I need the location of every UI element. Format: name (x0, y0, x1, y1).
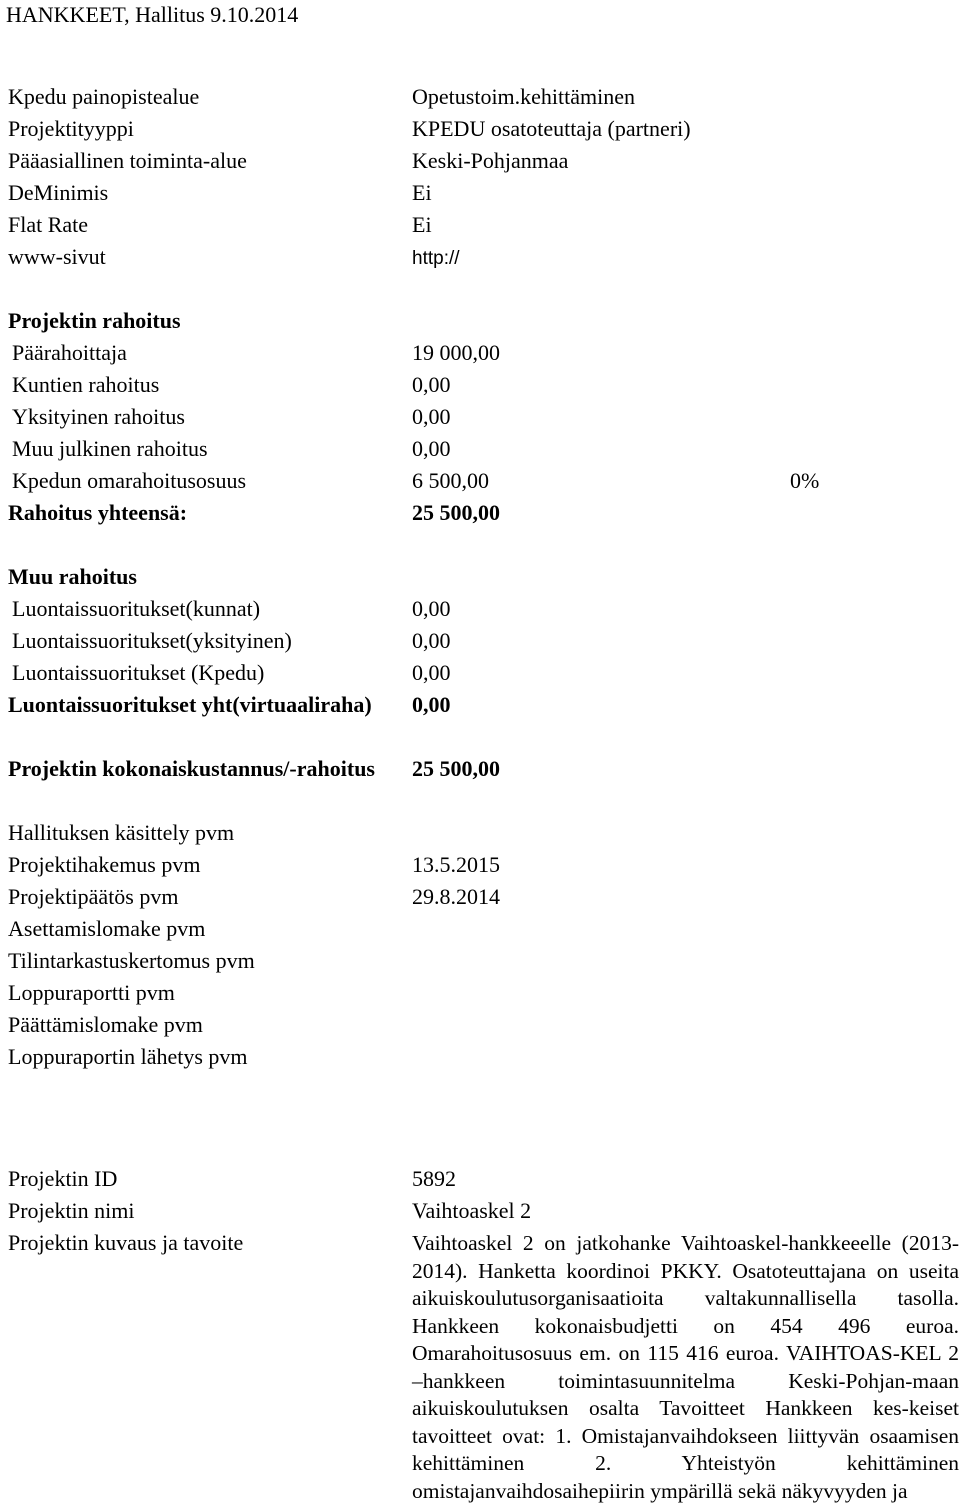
info-value-toiminta-alue: Keski-Pohjanmaa (412, 148, 569, 173)
muu-label-yksityinen: Luontaissuoritukset(yksityinen) (12, 628, 292, 653)
muu-label-kpedu: Luontaissuoritukset (Kpedu) (12, 660, 265, 685)
info-label-flat-rate: Flat Rate (8, 212, 89, 237)
kokonais-label: Projektin kokonaiskustannus/-rahoitus (8, 756, 375, 781)
rahoitus-value-omarahoitus: 6 500,00 (412, 468, 489, 493)
muu-value-kpedu: 0,00 (412, 660, 451, 685)
info-label-painopistealue: Kpedu painopistealue (8, 84, 200, 109)
info-value-www-sivut: http:// (412, 248, 460, 269)
info-label-toiminta-alue: Pääasiallinen toiminta-alue (8, 148, 247, 173)
rahoitus-label-muu-julkinen: Muu julkinen rahoitus (12, 436, 208, 461)
date-label-asettamislomake: Asettamislomake pvm (8, 916, 206, 941)
info-label-deminimis: DeMinimis (8, 180, 109, 205)
date-label-loppuraportti: Loppuraportti pvm (8, 980, 175, 1005)
info-label-www-sivut: www-sivut (8, 244, 106, 269)
info-value-painopistealue: Opetustoim.kehittäminen (412, 84, 636, 109)
document-title: HANKKEET, Hallitus 9.10.2014 (6, 2, 299, 27)
project-id-label: Projektin ID (8, 1166, 118, 1191)
rahoitus-label-paarahoittaja: Päärahoittaja (12, 340, 127, 365)
date-value-hakemus: 13.5.2015 (412, 852, 500, 877)
project-name-value: Vaihtoaskel 2 (412, 1198, 532, 1223)
project-desc-label: Projektin kuvaus ja tavoite (8, 1230, 244, 1255)
rahoitus-value-kunnat: 0,00 (412, 372, 451, 397)
rahoitus-value-paarahoittaja: 19 000,00 (412, 340, 500, 365)
muu-rahoitus-heading: Muu rahoitus (8, 564, 137, 589)
info-value-projektityyppi: KPEDU osatoteuttaja (partneri) (412, 116, 691, 141)
date-label-paattamislomake: Päättämislomake pvm (8, 1012, 203, 1037)
project-name-label: Projektin nimi (8, 1198, 135, 1223)
muu-total-label: Luontaissuoritukset yht(virtuaaliraha) (8, 692, 372, 717)
rahoitus-total-label: Rahoitus yhteensä: (8, 500, 188, 525)
info-value-deminimis: Ei (412, 180, 432, 205)
date-label-lahetys: Loppuraportin lähetys pvm (8, 1044, 248, 1069)
rahoitus-heading: Projektin rahoitus (8, 308, 181, 333)
muu-total-value: 0,00 (412, 692, 451, 717)
date-label-hakemus: Projektihakemus pvm (8, 852, 201, 877)
project-id-value: 5892 (412, 1166, 456, 1191)
muu-value-kunnat: 0,00 (412, 596, 451, 621)
info-value-flat-rate: Ei (412, 212, 432, 237)
date-value-paatos: 29.8.2014 (412, 884, 500, 909)
date-label-paatos: Projektipäätös pvm (8, 884, 179, 909)
muu-label-kunnat: Luontaissuoritukset(kunnat) (12, 596, 261, 621)
rahoitus-value-yksityinen: 0,00 (412, 404, 451, 429)
rahoitus-total-value: 25 500,00 (412, 500, 500, 525)
rahoitus-label-omarahoitus: Kpedun omarahoitusosuus (12, 468, 247, 493)
rahoitus-percent-omarahoitus: 0% (790, 468, 820, 493)
date-label-hallitus: Hallituksen käsittely pvm (8, 820, 235, 845)
rahoitus-label-kunnat: Kuntien rahoitus (12, 372, 160, 397)
muu-value-yksityinen: 0,00 (412, 628, 451, 653)
project-desc-value: Vaihtoaskel 2 on jatkohanke Vaihtoaskel-hankkeeelle (2013-2014). Hanketta koordinoi PKKY. Osatoteuttajana on useita aikuiskoulutusorganisaatioita valtakunnallisella tasolla. Hankkeen kokonaisbudjetti on 454 496 euroa. Omarahoitusosuus em. on 115 416 euroa. VAIHTOAS-KEL 2 –hankkeen toimintasuunnitelma Keski-Pohjan-maan aikuiskoulutuksen osalta Tavoitteet Hankkeen kes-keiset tavoitteet ovat: 1. Omistajanvaihdokseen liittyvän osaamisen kehittäminen 2. Yhteistyön kehittäminen omistajanvaihdosaihepiirin ympärillä sekä näkyvyyden ja (412, 1231, 959, 1503)
rahoitus-label-yksityinen: Yksityinen rahoitus (12, 404, 185, 429)
date-label-tilintarkastus: Tilintarkastuskertomus pvm (8, 948, 255, 973)
kokonais-value: 25 500,00 (412, 756, 500, 781)
info-label-projektityyppi: Projektityyppi (8, 116, 134, 141)
rahoitus-value-muu-julkinen: 0,00 (412, 436, 451, 461)
